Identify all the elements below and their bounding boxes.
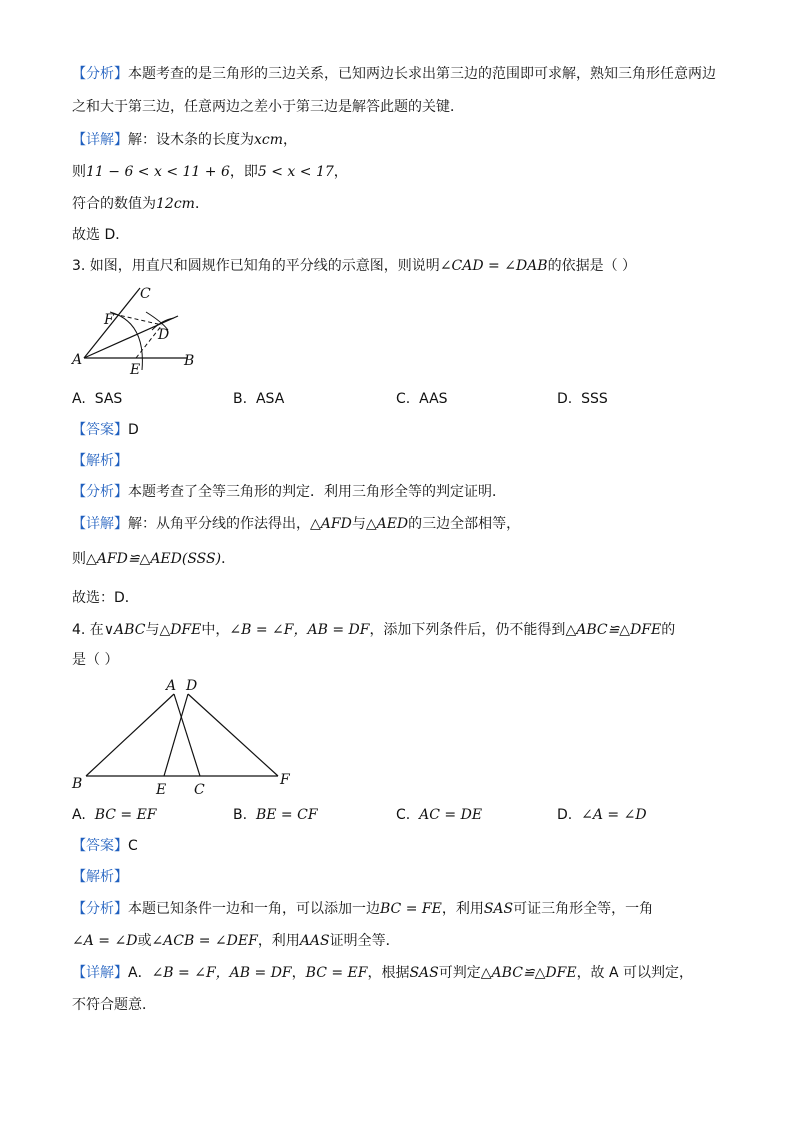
q4-stem-m1: ∨ABC <box>103 622 146 638</box>
q4-option-a[interactable] <box>72 805 157 825</box>
q4-analysis-m2: SAS <box>483 901 514 917</box>
q4-line2-c: 证明全等． <box>329 933 400 949</box>
q3-option-a[interactable] <box>72 389 122 409</box>
detail-tail: ， <box>283 132 298 148</box>
q4-stem-e: 的 <box>661 622 676 638</box>
q4-detail-m1: ∠B = ∠F，AB = DF <box>151 965 292 981</box>
inequality-line <box>72 162 348 182</box>
detail-variable: xcm <box>254 132 284 148</box>
q3-option-d-text: SSS <box>581 391 608 407</box>
q3-detail-triangle-2: △AED <box>365 516 409 532</box>
label-a: A <box>72 352 83 368</box>
then-tail: ， <box>333 164 348 180</box>
q4-stem-m4: △ABC≌△DFE <box>565 622 662 638</box>
q4-stem-line-2: 是（ ） <box>72 652 119 668</box>
q3-answer: D <box>128 422 139 438</box>
fit-value: 12cm <box>156 196 195 212</box>
question-4-stem <box>72 620 675 640</box>
q4-detail-tag: 【详解】 <box>72 965 128 981</box>
fit-text: 符合的数值为 <box>72 196 156 212</box>
label-b: B <box>72 776 83 792</box>
label-e: E <box>156 782 167 798</box>
fit-tail: ． <box>194 196 209 212</box>
q4-option-d[interactable] <box>557 805 647 825</box>
question-3-stem <box>72 256 636 276</box>
q3-option-b-key: B. <box>233 391 248 407</box>
q3-analysis-tag: 【分析】 <box>72 484 128 500</box>
q3-choose: 故选：D． <box>72 590 139 606</box>
q4-option-a-text: BC = EF <box>94 807 157 823</box>
q4-line2-m3: AAS <box>299 933 330 949</box>
q3-stem-math: ∠CAD = ∠DAB <box>439 258 548 274</box>
q3-option-d-key: D. <box>557 391 573 407</box>
q4-line2-a: 或 <box>137 933 152 949</box>
label-c: C <box>140 286 151 302</box>
q4-stem-a: 4. 在 <box>72 622 104 638</box>
side-ac <box>174 694 200 776</box>
q4-option-c[interactable] <box>396 805 482 825</box>
q4-detail-e: ，故 A 可以判定， <box>576 965 694 981</box>
q4-analysis-line <box>72 899 653 919</box>
q4-stem-d: ，添加下列条件后，仍不能得到 <box>369 622 566 638</box>
q3-option-c[interactable] <box>396 389 448 409</box>
fit-value-line <box>72 194 209 214</box>
q4-detail-line <box>72 963 693 983</box>
q3-stem-a: 3. 如图，用直尺和圆规作已知角的平分线的示意图，则说明 <box>72 258 440 274</box>
q4-explain-line <box>72 867 128 887</box>
q4-analysis-a: 本题已知条件一边和一角，可以添加一边 <box>128 901 380 917</box>
detail-tag: 【详解】 <box>72 132 128 148</box>
q3-detail-a: 解：从角平分线的作法得出， <box>128 516 310 532</box>
q3-detail-c: 的三边全部相等， <box>408 516 521 532</box>
q4-analysis-line-2 <box>72 931 400 951</box>
q4-stem-m3: ∠B = ∠F，AB = DF <box>229 622 370 638</box>
analysis-text-continued: 之和大于第三边，任意两边之差小于第三边是解答此题的关键． <box>72 99 464 115</box>
q4-option-c-text: AC = DE <box>419 807 483 823</box>
q4-figure-triangles <box>62 672 302 800</box>
choose-answer-1: 故选 D． <box>72 227 130 243</box>
q3-detail-b: 与 <box>351 516 366 532</box>
q3-option-c-key: C. <box>396 391 411 407</box>
q3-answer-tag: 【答案】 <box>72 422 128 438</box>
q4-analysis-c: 可证三角形全等，一角 <box>513 901 654 917</box>
q3-figure-angle-bisector <box>66 282 206 378</box>
q3-then-a: 则 <box>72 551 86 567</box>
label-b: B <box>184 353 195 369</box>
q4-detail-a: A． <box>128 965 152 981</box>
q4-analysis-tag: 【分析】 <box>72 901 128 917</box>
q4-analysis-b: ，利用 <box>441 901 484 917</box>
q4-option-a-key: A. <box>72 807 86 823</box>
q4-answer-tag: 【答案】 <box>72 838 128 854</box>
q4-answer-line <box>72 836 138 856</box>
q3-option-a-key: A. <box>72 391 86 407</box>
q4-option-b-text: BE = CF <box>255 807 318 823</box>
q4-detail-b: ， <box>291 965 306 981</box>
q3-option-b-text: ASA <box>255 391 285 407</box>
q3-then-math: △AFD≌△AED(SSS) <box>86 551 222 567</box>
q4-option-d-text: ∠A = ∠D <box>581 807 647 823</box>
label-d: D <box>186 678 198 694</box>
q4-option-c-key: C. <box>396 807 411 823</box>
q4-detail-m4: △ABC≌△DFE <box>480 965 577 981</box>
side-ba <box>86 694 174 776</box>
q4-stem-b: 与 <box>145 622 160 638</box>
q4-detail-line-2: 不符合题意． <box>72 997 156 1013</box>
label-f: F <box>104 312 114 328</box>
q4-explain-tag: 【解析】 <box>72 869 128 885</box>
q4-line2-m1: ∠A = ∠D <box>72 933 138 949</box>
q4-option-d-key: D. <box>557 807 573 823</box>
label-e: E <box>130 362 141 378</box>
q3-then-b: ． <box>221 551 236 567</box>
inequality-1: 11 − 6 < x < 11 + 6 <box>86 164 230 180</box>
detail-line <box>72 130 297 150</box>
q4-option-b-key: B. <box>233 807 248 823</box>
q4-line2-b: ，利用 <box>257 933 300 949</box>
q3-detail-tag: 【详解】 <box>72 516 128 532</box>
dashed-fd <box>114 314 162 325</box>
q3-explain-line <box>72 451 128 471</box>
then-prefix: 则 <box>72 164 86 180</box>
q4-detail-m2: BC = EF <box>305 965 368 981</box>
q3-stem-b: 的依据是（ ） <box>547 258 637 274</box>
q4-detail-c: ，根据 <box>367 965 410 981</box>
q3-answer-line <box>72 420 139 440</box>
q3-analysis-line <box>72 482 506 502</box>
q4-detail-d: 可判定 <box>438 965 481 981</box>
label-c: C <box>194 782 205 798</box>
q3-explain-tag: 【解析】 <box>72 453 128 469</box>
q3-then-line <box>72 549 235 569</box>
label-f: F <box>280 772 290 788</box>
q4-stem-m2: △DFE <box>159 622 202 638</box>
label-a: A <box>166 678 177 694</box>
q3-option-c-text: AAS <box>419 391 448 407</box>
q3-option-b[interactable] <box>233 389 284 409</box>
side-df <box>188 694 278 776</box>
side-de <box>164 694 188 776</box>
then-mid: ，即 <box>229 164 258 180</box>
q3-detail-triangle-1: △AFD <box>310 516 352 532</box>
q4-option-b[interactable] <box>233 805 318 825</box>
q4-stem-c: 中， <box>201 622 230 638</box>
label-d: D <box>158 327 170 343</box>
analysis-text: 本题考查的是三角形的三边关系，已知两边长求出第三边的范围即可求解，熟知三角形任意两边 <box>128 66 716 82</box>
q4-line2-m2: ∠ACB = ∠DEF <box>151 933 258 949</box>
q3-detail-line <box>72 514 520 534</box>
inequality-2: 5 < x < 17 <box>257 164 334 180</box>
q3-option-d[interactable] <box>557 389 608 409</box>
q3-option-a-text: SAS <box>94 391 123 407</box>
analysis-tag: 【分析】 <box>72 66 128 82</box>
q3-analysis-text: 本题考查了全等三角形的判定．利用三角形全等的判定证明． <box>128 484 506 500</box>
detail-text: 解：设木条的长度为 <box>128 132 254 148</box>
q4-detail-m3: SAS <box>409 965 439 981</box>
q4-answer: C <box>128 838 138 854</box>
analysis-line-2 <box>72 97 464 117</box>
q4-analysis-m: BC = FE <box>380 901 442 917</box>
analysis-line-1 <box>72 64 716 84</box>
